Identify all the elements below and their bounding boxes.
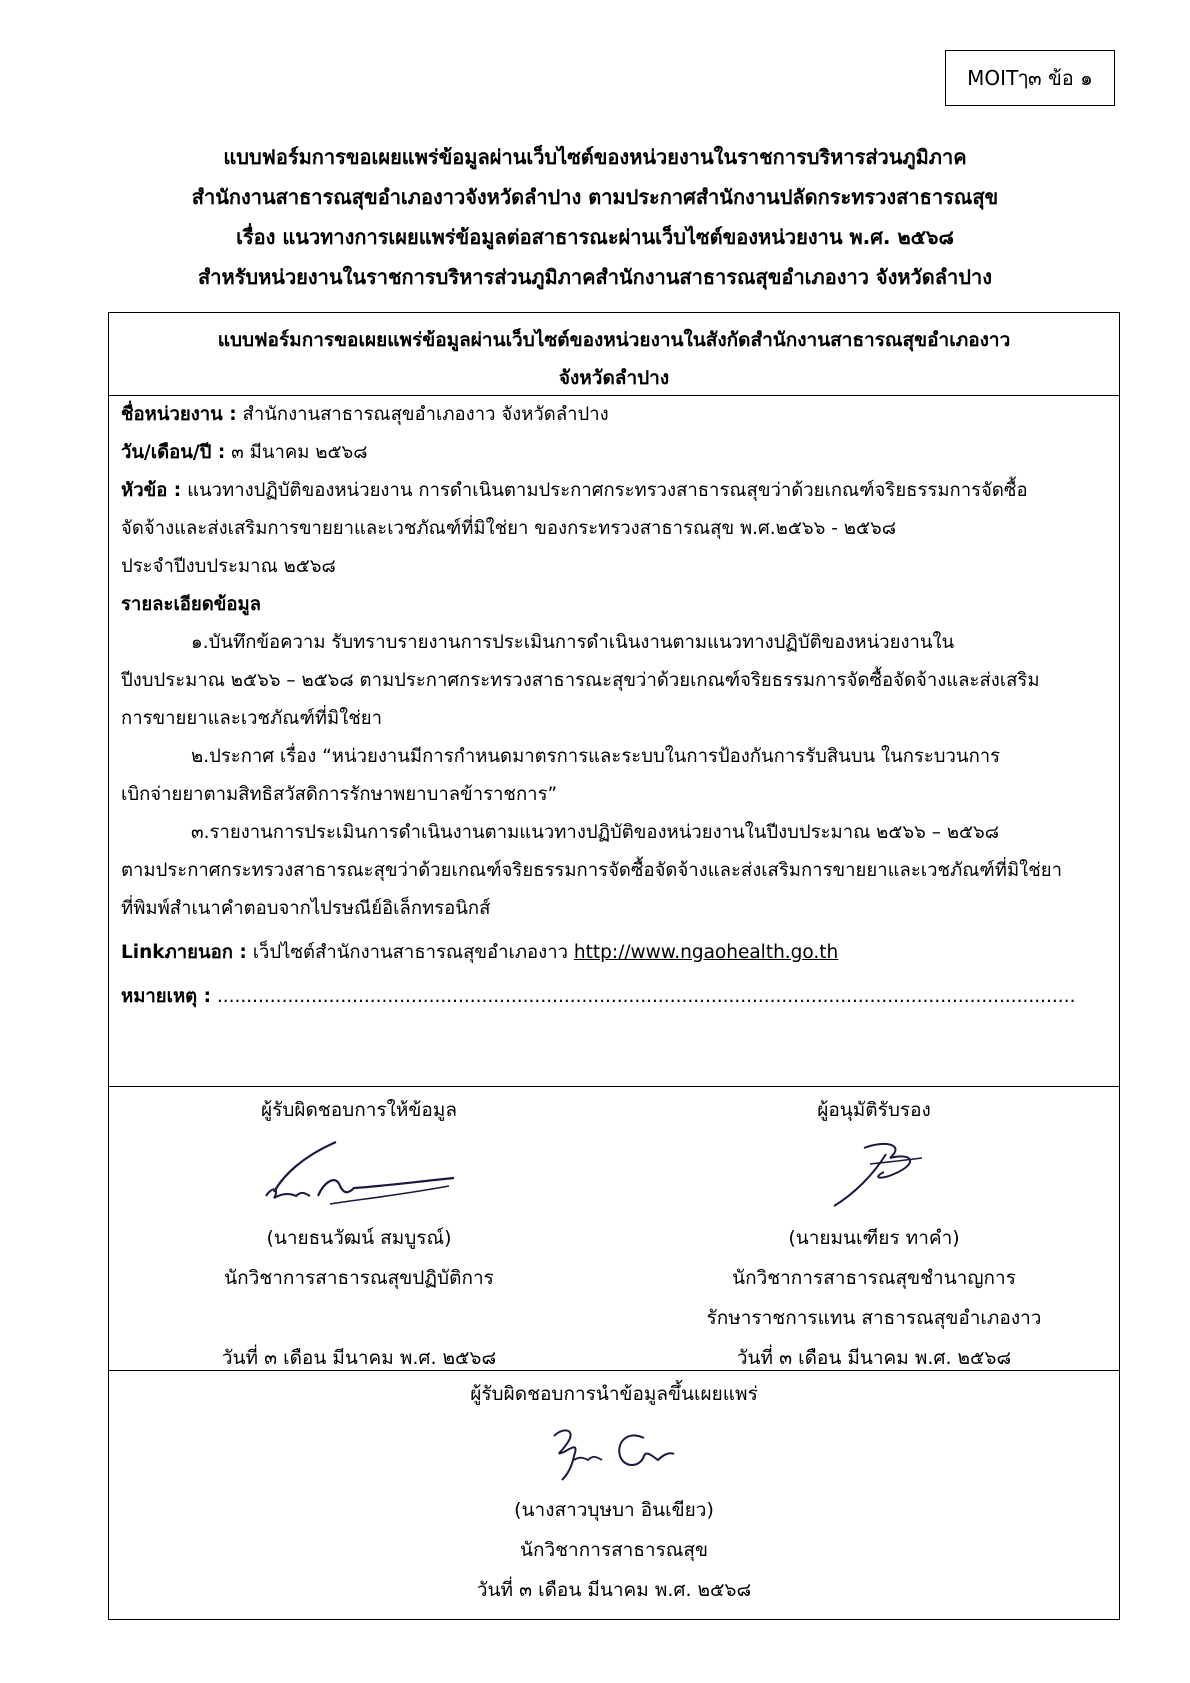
document-heading <box>60 137 1130 297</box>
left-signer-role: ผู้รับผิดชอบการให้ข้อมูล <box>261 1099 457 1121</box>
publisher-signature-image <box>109 1414 1119 1490</box>
signature-block-left <box>129 1090 589 1378</box>
unit-row <box>121 396 1106 434</box>
form-title <box>109 321 1119 397</box>
item-2-line-2: เบิกจ่ายยาตามสิทธิสวัสดิการรักษาพยาบาลข้าราชการ” <box>121 784 558 805</box>
signature-block-publisher <box>109 1374 1119 1610</box>
right-sign-date: วันที่ ๓ เดือน มีนาคม พ.ศ. ๒๕๖๘ <box>736 1347 1012 1369</box>
publisher-role: ผู้รับผิดชอบการนำข้อมูลขึ้นเผยแพร่ <box>470 1383 758 1405</box>
heading-line-2: สำนักงานสาธารณสุขอำเภองาวจังหวัดลำปาง ตามประกาศสำนักงานปลัดกระทรวงสาธารณสุข <box>191 185 999 209</box>
unit-value: สำนักงานสาธารณสุขอำเภองาว จังหวัดลำปาง <box>236 404 609 425</box>
left-sign-date: วันที่ ๓ เดือน มีนาคม พ.ศ. ๒๕๖๘ <box>221 1347 497 1369</box>
heading-line-4: สำหรับหน่วยงานในราชการบริหารส่วนภูมิภาคสำนักงานสาธารณสุขอำเภองาว จังหวัดลำปาง <box>198 265 992 289</box>
signature-block-right <box>639 1090 1109 1378</box>
note-row <box>121 978 1106 1016</box>
document-code-box <box>945 50 1115 106</box>
link-label: Linkภายนอก : <box>121 942 247 963</box>
divider-above-publisher <box>109 1370 1119 1371</box>
right-signer-name: (นายมนเฑียร ทาคำ) <box>788 1227 960 1249</box>
topic-row-1 <box>121 472 1106 510</box>
form-content <box>121 396 1106 1016</box>
right-signer-position-acting: รักษาราชการแทน สาธารณสุขอำเภองาว <box>706 1307 1042 1329</box>
unit-label: ชื่อหน่วยงาน : <box>121 404 237 425</box>
left-signer-position: นักวิชาการสาธารณสุขปฏิบัติการ <box>224 1267 494 1289</box>
link-description: เว็ปไซต์สำนักงานสาธารณสุขอำเภองาว <box>246 942 574 963</box>
item-3-line-2: ตามประกาศกระทรวงสาธารณะสุขว่าด้วยเกณฑ์จริยธรรมการจัดซื้อจัดจ้างและส่งเสริมการขายยาและเวชภัณฑ์ที่มิใช่ยา <box>121 860 1062 881</box>
item-3-line-1: ๓.รายงานการประเมินการดำเนินงานตามแนวทางปฏิบัติของหน่วยงานในปีงบประมาณ ๒๕๖๖ – ๒๕๖๘ <box>191 822 1000 843</box>
publisher-position: นักวิชาการสาธารณสุข <box>519 1539 709 1561</box>
publisher-name: (นางสาวบุษบา อินเขียว) <box>514 1499 714 1521</box>
item-1-line-2: ปีงบประมาณ ๒๕๖๖ – ๒๕๖๘ ตามประกาศกระทรวงสาธารณะสุขว่าด้วยเกณฑ์จริยธรรมการจัดซื้อจัดจ้างและส่งเสริม <box>121 670 1040 691</box>
divider-above-signatures <box>109 1086 1119 1087</box>
heading-line-3: เรื่อง แนวทางการเผยแพร่ข้อมูลต่อสาธารณะผ่านเว็บไซต์ของหน่วยงาน พ.ศ. ๒๕๖๘ <box>236 225 954 249</box>
topic-line-1: แนวทางปฏิบัติของหน่วยงาน การดำเนินตามประกาศกระทรวงสาธารณสุขว่าด้วยเกณฑ์จริยธรรมการจัดซื้อ <box>181 480 1028 501</box>
document-code: MOITๅ๓ ข้อ ๑ <box>967 66 1093 90</box>
topic-line-3: ประจำปีงบประมาณ ๒๕๖๘ <box>121 556 336 577</box>
form-title-line-2: จังหวัดลำปาง <box>558 367 670 389</box>
left-signature-image <box>129 1130 589 1218</box>
website-link[interactable]: http://www.ngaohealth.go.th <box>573 942 839 963</box>
left-signer-name: (นายธนวัฒน์ สมบูรณ์) <box>266 1227 452 1249</box>
item-3-line-3: ที่พิมพ์สำเนาคำตอบจากไปรษณีย์อิเล็กทรอนิกส์ <box>121 898 491 919</box>
form-frame <box>108 312 1120 1620</box>
right-signature-scribble <box>794 1134 954 1214</box>
topic-line-2: จัดจ้างและส่งเสริมการขายยาและเวชภัณฑ์ที่มิใช่ยา ของกระทรวงสาธารณสุข พ.ศ.๒๕๖๖ - ๒๕๖๘ <box>121 518 897 539</box>
heading-line-1: แบบฟอร์มการขอเผยแพร่ข้อมูลผ่านเว็บไซต์ของหน่วยงานในราชการบริหารส่วนภูมิภาค <box>223 145 967 169</box>
right-signer-role: ผู้อนุมัติรับรอง <box>817 1099 931 1121</box>
details-label: รายละเอียดข้อมูล <box>121 594 262 615</box>
form-title-line-1: แบบฟอร์มการขอเผยแพร่ข้อมูลผ่านเว็บไซต์ของหน่วยงานในสังกัดสำนักงานสาธารณสุขอำเภองาว <box>217 329 1011 351</box>
left-signature-scribble <box>244 1134 474 1214</box>
item-1-line-1: ๑.บันทึกข้อความ รับทราบรายงานการประเมินการดำเนินงานตามแนวทางปฏิบัติของหน่วยงานใน <box>191 632 955 653</box>
publisher-sign-date: วันที่ ๓ เดือน มีนาคม พ.ศ. ๒๕๖๘ <box>476 1579 752 1601</box>
topic-label: หัวข้อ : <box>121 480 182 501</box>
date-label: วัน/เดือน/ปี : <box>121 442 226 463</box>
link-row <box>121 934 1106 972</box>
date-row <box>121 434 1106 472</box>
item-1-line-3: การขายยาและเวชภัณฑ์ที่มิใช่ยา <box>121 708 383 729</box>
right-signature-image <box>639 1130 1109 1218</box>
date-value: ๓ มีนาคม ๒๕๖๘ <box>225 442 368 463</box>
right-signer-position: นักวิชาการสาธารณสุขชำนาญการ <box>732 1267 1016 1289</box>
note-value: .................................................................................................................................................. <box>211 986 1076 1007</box>
publisher-signature-scribble <box>524 1416 704 1488</box>
note-label: หมายเหตุ : <box>121 986 211 1007</box>
item-2-line-1: ๒.ประกาศ เรื่อง “หน่วยงานมีการกำหนดมาตรการและระบบในการป้องกันการรับสินบน ในกระบวนการ <box>191 746 1001 767</box>
